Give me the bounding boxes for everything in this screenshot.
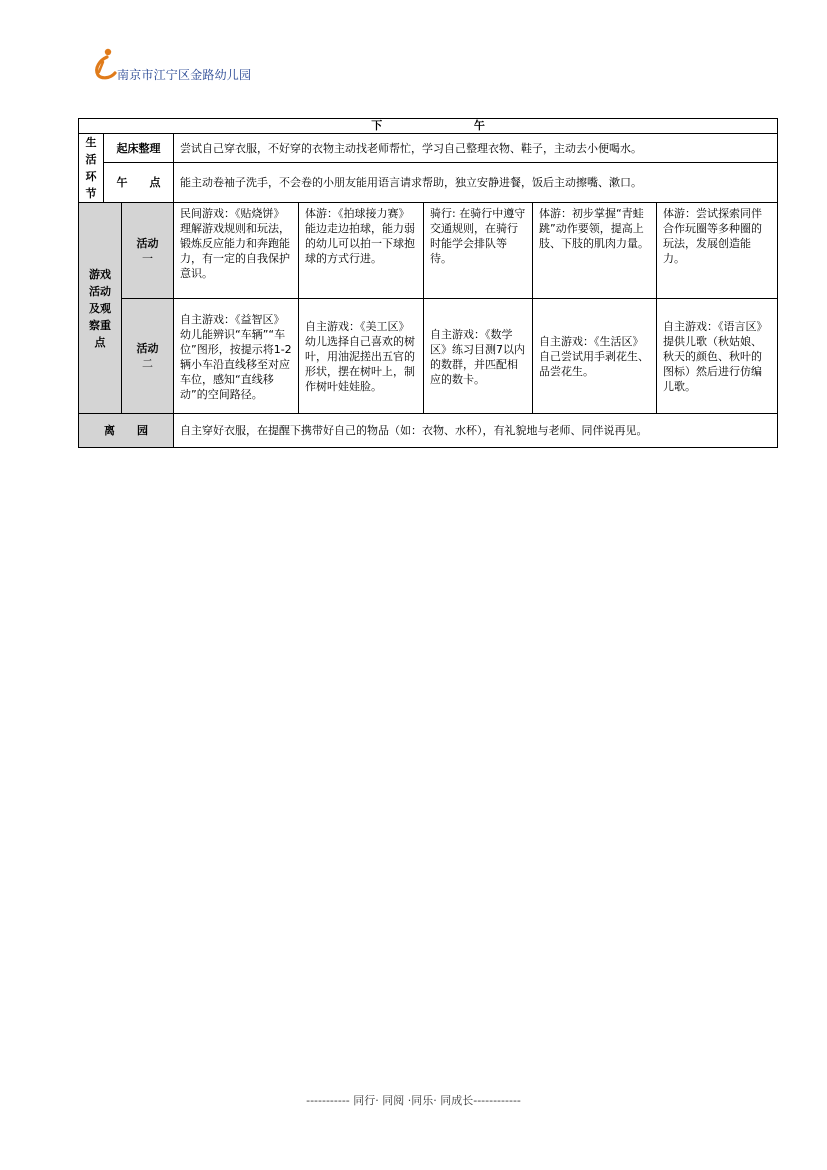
activity-2-cell-4: 自主游戏：《生活区》自己尝试用手剥花生、品尝花生。 bbox=[533, 299, 657, 414]
activity-1-cell-3: 骑行: 在骑行中遵守交通规则，在骑行时能学会排队等待。 bbox=[424, 203, 533, 299]
wakeup-text: 尝试自己穿衣服，不好穿的衣物主动找老师帮忙，学习自己整理衣物、鞋子，主动去小便喝水。 bbox=[174, 134, 778, 163]
snack-text: 能主动卷袖子洗手，不会卷的小朋友能用语言请求帮助，独立安静进餐，饭后主动擦嘴、漱口。 bbox=[174, 163, 778, 203]
activity-1-cell-5: 体游：尝试探索同伴合作玩圈等多种圈的玩法，发展创造能力。 bbox=[657, 203, 778, 299]
table-row-wakeup bbox=[79, 134, 778, 163]
page-header bbox=[88, 46, 388, 82]
activity-1-label-b: 一 bbox=[142, 251, 153, 265]
page-footer: ----------- 同行· 同阅 ·同乐· 同成长------------ bbox=[306, 1094, 521, 1107]
period-header bbox=[79, 119, 778, 134]
activity-1-cell-4: 体游：初步掌握“青蛙跳”动作要领，提高上肢、下肢的肌肉力量。 bbox=[533, 203, 657, 299]
games-category-cell bbox=[79, 203, 122, 414]
snack-label: 午 点 bbox=[104, 163, 174, 203]
activity-2-cell-5: 自主游戏：《语言区》提供儿歌（秋姑娘、秋天的颜色、秋叶的图标）然后进行仿编儿歌。 bbox=[657, 299, 778, 414]
games-category-label: 游戏活动及观察重点 bbox=[89, 267, 111, 349]
activity-2-cell-3: 自主游戏：《数学区》练习目测7以内的数群，并匹配相应的数卡。 bbox=[424, 299, 533, 414]
leave-text: 自主穿好衣服，在提醒下携带好自己的物品（如：衣物、水杯），有礼貌地与老师、同伴说再见。 bbox=[174, 414, 778, 448]
life-category-cell bbox=[79, 134, 104, 203]
period-header-char-2: 午 bbox=[473, 119, 485, 132]
table-row-activity-1 bbox=[79, 203, 778, 299]
table-row-leave bbox=[79, 414, 778, 448]
activity-2-label-b: 二 bbox=[142, 357, 153, 370]
activity-1-label-a: 活动 bbox=[136, 236, 159, 250]
activity-2-cell-1: 自主游戏：《益智区》幼儿能辨识“车辆”“车位”图形，按提示将1-2辆小车沿直线移至对应车位，感知“直线移动”的空间路径。 bbox=[174, 299, 299, 414]
table-row-snack bbox=[79, 163, 778, 203]
wakeup-label: 起床整理 bbox=[104, 134, 174, 163]
activity-1-cell-2: 体游：《拍球接力赛》能边走边拍球，能力弱的幼儿可以拍一下球抱球的方式行进。 bbox=[299, 203, 424, 299]
life-category-label: 生活环节 bbox=[85, 136, 97, 200]
table-row-activity-2 bbox=[79, 299, 778, 414]
activity-1-label bbox=[122, 203, 174, 299]
activity-2-cell-2: 自主游戏：《美工区》幼儿选择自己喜欢的树叶，用油泥搓出五官的形状，摆在树叶上，制作树叶娃娃脸。 bbox=[299, 299, 424, 414]
activity-2-label bbox=[122, 299, 174, 414]
period-header-char-1: 下 bbox=[371, 119, 383, 132]
afternoon-schedule-table bbox=[78, 118, 778, 448]
activity-2-label-a: 活动 bbox=[136, 342, 159, 355]
leave-label: 离 园 bbox=[79, 414, 174, 448]
school-name: 南京市江宁区金路幼儿园 bbox=[117, 68, 252, 82]
period-header-row bbox=[79, 119, 778, 134]
activity-1-cell-1: 民间游戏：《贴烧饼》理解游戏规则和玩法，锻炼反应能力和奔跑能力，有一定的自我保护意识。 bbox=[174, 203, 299, 299]
